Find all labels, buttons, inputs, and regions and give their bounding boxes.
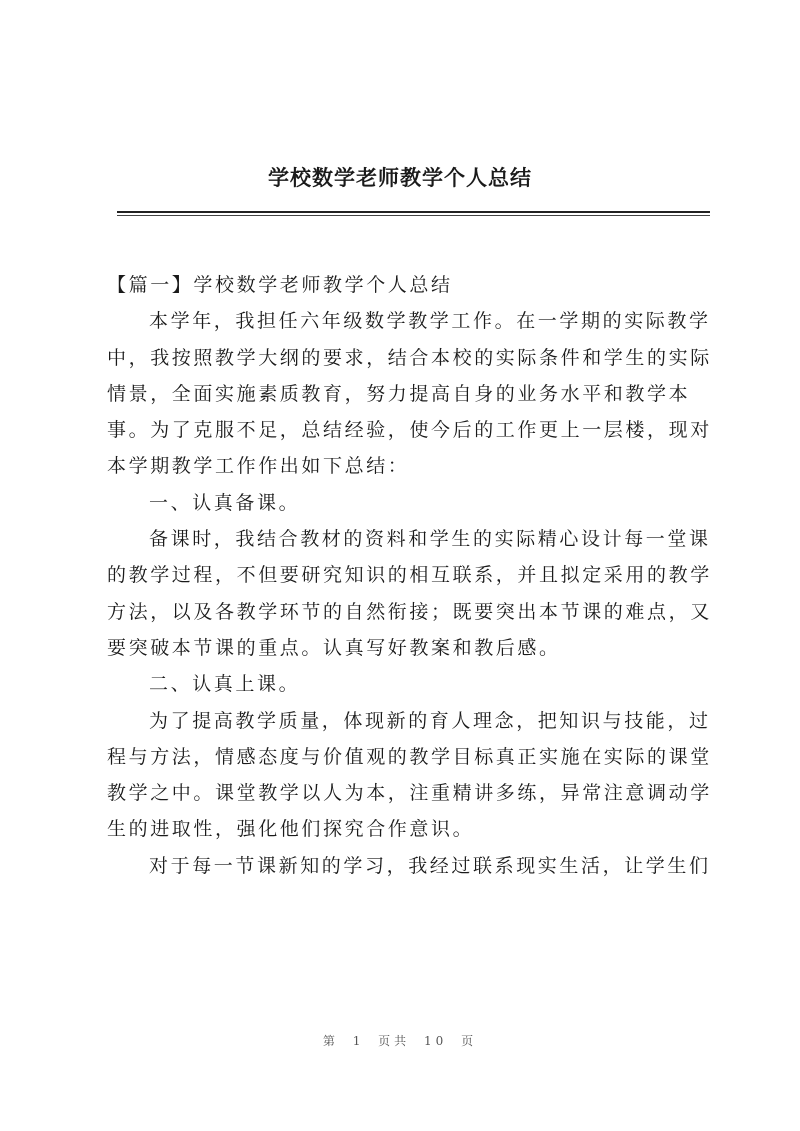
paragraph-line: 的教学过程，不但要研究知识的相互联系，并且拟定采用的教学 xyxy=(107,564,712,587)
paragraph-line: 中，我按照教学大纲的要求，结合本校的实际条件和学生的实际 xyxy=(107,346,712,369)
paragraph-line: 对于每一节课新知的学习，我经过联系现实生活，让学生们 xyxy=(149,854,711,877)
paragraph-line: 为了提高教学质量，体现新的育人理念，把知识与技能，过 xyxy=(149,709,711,732)
document-body xyxy=(107,270,711,887)
paragraph-line: 生的进取性，强化他们探究合作意识。 xyxy=(107,818,475,841)
paragraph-line: 方法，以及各教学环节的自然衔接；既要突出本节课的难点，又 xyxy=(107,600,712,623)
title-divider-thin xyxy=(117,215,710,216)
paragraph-line: 备课时，我结合教材的资料和学生的实际精心设计每一堂课 xyxy=(149,528,711,551)
paragraph-line: 教学之中。课堂教学以人为本，注重精讲多练，异常注意调动学 xyxy=(107,782,712,805)
paragraph-line: 程与方法，情感态度与价值观的教学目标真正实施在实际的课堂 xyxy=(107,745,712,768)
paragraph-line: 要突破本节课的重点。认真写好教案和教后感。 xyxy=(107,636,561,659)
document-title: 学校数学老师教学个人总结 xyxy=(268,165,532,190)
paragraph-line: 本学期教学工作作出如下总结： xyxy=(107,455,410,478)
title-divider xyxy=(117,211,710,213)
section-heading: 【篇一】学校数学老师教学个人总结 xyxy=(107,274,453,296)
subsection-heading: 二、认真上课。 xyxy=(149,673,301,696)
page-footer: 第 1 页共 10 页 xyxy=(322,1034,478,1048)
paragraph-line: 情景，全面实施素质教育，努力提高自身的业务水平和教学本 xyxy=(107,382,691,405)
paragraph-line: 本学年，我担任六年级数学教学工作。在一学期的实际教学 xyxy=(149,310,711,333)
subsection-heading: 一、认真备课。 xyxy=(149,491,301,514)
paragraph-line: 事。为了克服不足，总结经验，使今后的工作更上一层楼，现对 xyxy=(107,419,712,442)
